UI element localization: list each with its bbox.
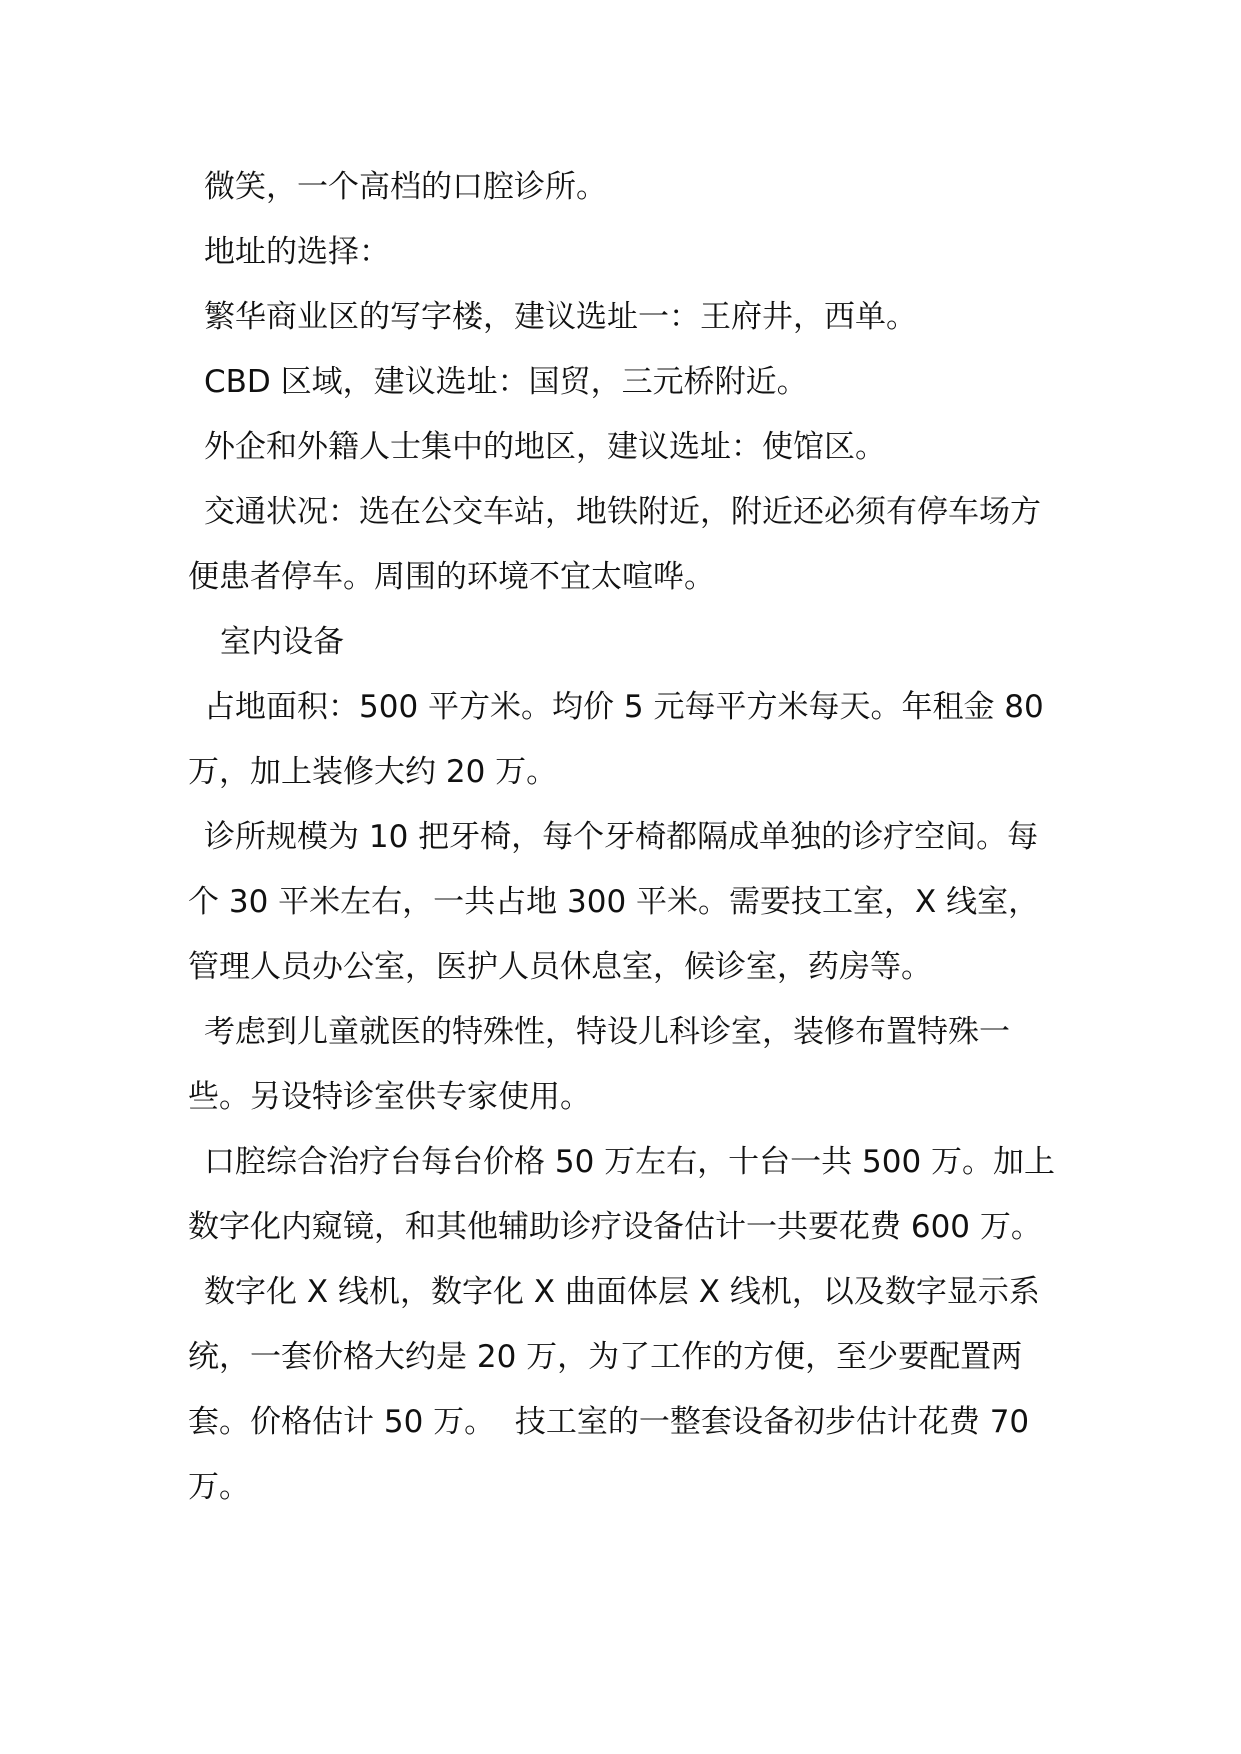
paragraph-pediatric: 考虑到儿童就医的特殊性，特设儿科诊室，装修布置特殊一些。另设特诊室供专家使用。 — [188, 1014, 1010, 1115]
paragraph-traffic: 交通状况：选在公交车站，地铁附近，附近还必须有停车场方便患者停车。周围的环境不宜太喧哗。 — [188, 494, 1041, 595]
paragraph-address-option-1: 繁华商业区的写字楼，建议选址一：王府井，西单。 — [204, 299, 917, 335]
paragraph-treatment-units: 口腔综合治疗台每台价格 50 万左右，十台一共 500 万。加上数字化内窥镜，和其他辅助诊疗设备估计一共要花费 600 万。 — [188, 1144, 1056, 1245]
document-body — [188, 155, 1068, 1520]
paragraph-area-rent: 占地面积：500 平方米。均价 5 元每平方米每天。年租金 80 万，加上装修大约 20 万。 — [188, 689, 1054, 790]
paragraph-address-option-3: 外企和外籍人士集中的地区，建议选址：使馆区。 — [204, 429, 886, 465]
paragraph-xray-equipment: 数字化 X 线机，数字化 X 曲面体层 X 线机，以及数字显示系统，一套价格大约是 20 万，为了工作的方便，至少要配置两套。价格估计 50 万。 技工室的一整套设备初步估计花费 70 万。 — [188, 1274, 1040, 1505]
section-heading-indoor-equipment: 室内设备 — [220, 624, 344, 660]
paragraph-clinic-scale: 诊所规模为 10 把牙椅，每个牙椅都隔成单独的诊疗空间。每个 30 平米左右，一共占地 300 平米。需要技工室，X 线室，管理人员办公室，医护人员休息室，候诊室，药房等。 — [188, 819, 1040, 985]
paragraph-address-heading: 地址的选择： — [204, 234, 390, 270]
paragraph-intro: 微笑，一个高档的口腔诊所。 — [204, 169, 607, 205]
paragraph-address-option-2: CBD 区域，建议选址：国贸，三元桥附近。 — [204, 364, 808, 400]
